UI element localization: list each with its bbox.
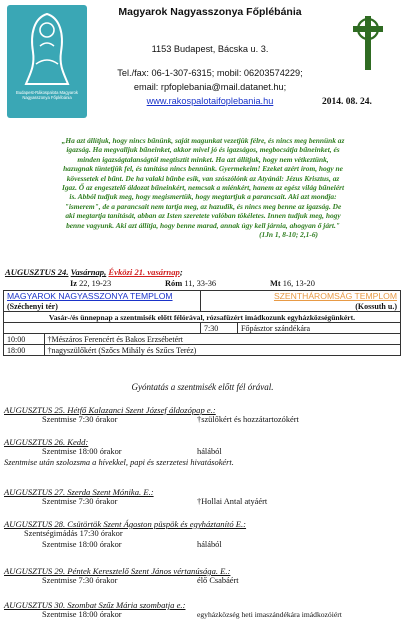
church-right-sub: (Kossuth u.) (355, 301, 397, 311)
mass-intention: egyházközség heti imaszándékára imádkozóiért (197, 610, 342, 619)
mass-time (4, 323, 45, 334)
rosary-note: Vasár-/és ünnepnap a szentmisék előtt félórával, rózsafüzért imádkozunk egyházközségünkért. (48, 312, 356, 322)
logo-text: Budapest-Rákospalota Magyarok Nagyasszonya Főplébánia (16, 90, 78, 100)
reading-book: Mt (270, 279, 281, 288)
sunday-heading (5, 267, 183, 277)
quote-line: igazság. Ha megvalljuk bűneinket, akkor mivel jó és igazságos, megbocsátja bűneinket, és (66, 145, 340, 155)
day-heading: AUGUSZTUS 27. Szerda Szent Mónika. E.: (4, 487, 154, 497)
reading-book: Róm (165, 279, 183, 288)
day-heading: AUGUSZTUS 30. Szombat Szűz Mária szombatja e.: (4, 600, 186, 610)
day-entry (4, 566, 239, 587)
reading-ref: 11, 33-36 (184, 279, 217, 288)
quote-line: is. Abból tudjuk meg, hogy megismertük, hogy megtartjuk a parancsait. Aki azt mondja: (69, 192, 337, 202)
mass-time: Szentmise 7:30 órakor (42, 576, 118, 585)
quote-line: minden igazságtalanságtól megtisztít minket. Ha azt állítjuk, hogy nem vétkeztünk, (77, 154, 329, 164)
mass-intention: †nagyszülőkért (Szőcs Mihály és Szűcs Teréz) (44, 345, 401, 356)
mass-time: Szentmise 18:00 órakor (42, 540, 122, 549)
day-heading: AUGUSZTUS 26. Kedd: (4, 437, 89, 447)
mass-intention: hálából (197, 447, 222, 456)
mass-time: 7:30 (201, 323, 238, 334)
mass-time: 10:00 (4, 334, 45, 345)
mass-time: Szentmise 7:30 órakor (42, 415, 118, 424)
mass-intention (44, 323, 201, 334)
mass-time: Szentmise 18:00 órakor (42, 447, 122, 456)
quote-line: „Ha azt állítjuk, hogy nincs bűnünk, saját magunkat vezetjük félre, és nincs meg bennünk az (61, 136, 345, 145)
church-left: MAGYAROK NAGYASSZONYA TEMPLOM (7, 291, 173, 301)
table-row (4, 345, 401, 356)
address: 1153 Budapest, Bácska u. 3. (151, 44, 269, 54)
reading-ref: 22, 19-23 (79, 279, 112, 288)
quote-line: hazugnak tüntetjük fel, és tanítása nincs bennünk. Gyermekeim! Ezeket azért írom, hogy ne (63, 164, 343, 174)
sunday-date: AUGUSZTUS 24. (5, 267, 69, 277)
sunday-day: Vasárnap, (70, 267, 107, 277)
reading-book: Iz (70, 279, 77, 288)
mass-intention: †Mészáros Ferencért és Bakos Erzsébetért (44, 334, 401, 345)
table-row (4, 323, 401, 334)
quote-line: "ismerem", de a parancsait nem tartja meg, az hazudik, és nincs meg benne az igazság. De (64, 201, 342, 211)
confession-note: Gyóntatás a szentmisék előtt fél órával. (131, 382, 274, 392)
day-heading: AUGUSZTUS 29. Péntek Keresztelő Szent János vértanúsága. E.: (4, 566, 231, 576)
bulletin-date: 2014. 08. 24. (322, 97, 372, 107)
cross-icon (350, 10, 386, 77)
mass-table (3, 290, 401, 356)
church-header-row (4, 291, 401, 302)
mass-intention: hálából (197, 540, 222, 549)
church-sub-row (4, 301, 401, 312)
church-left-sub: (Széchenyi tér) (7, 301, 58, 311)
parish-name: Magyarok Nagyasszonya Főplébánia (118, 6, 302, 18)
quote-line: kövessetek el bűnt. De ha valaki bűnbe esik, van szószólónk az Atyánál: Jézus Krisztus, az (66, 173, 340, 183)
day-entry (4, 405, 299, 426)
church-right: SZENTHÁROMSÁG TEMPLOM (273, 291, 397, 301)
website-link[interactable]: www.rakospalotaifoplebania.hu (146, 96, 274, 106)
church-note-row (4, 312, 401, 323)
quote-line: aki megtartja tanítását, abban az Isten szeretete valóban tökéletes. Innen tudjuk meg, hogy (65, 211, 341, 221)
quote-line: Igaz. Ő az engesztelő áldozat bűneinkért, nemcsak a miénkért, hanem az egész világ bűneiért (61, 183, 345, 193)
mass-intention: †szülőkért és hozzátartozókért (197, 415, 299, 424)
mass-time: Szentmise 7:30 órakor (42, 497, 118, 506)
reading-ref: 16, 13-20 (282, 279, 315, 288)
sunday-week: Évközi 21. vasárnap (108, 267, 180, 277)
mass-intention: élő Csabáért (197, 576, 239, 585)
table-row (4, 334, 401, 345)
email: email: rpfoplebania@mail.datanet.hu; (133, 82, 287, 92)
mass-intention: Főpásztor szándékára (238, 323, 401, 334)
phone: Tel./fax: 06-1-307-6315; mobil: 06203574229; (117, 68, 303, 78)
parish-logo (6, 4, 88, 119)
scripture-quote (8, 136, 398, 239)
day-heading: AUGUSZTUS 28. Csütörtök Szent Ágoston püspök és egyháztanító E.: (4, 519, 247, 529)
day-entry (4, 519, 246, 551)
day-heading: AUGUSZTUS 25. Hétfő Kalazanci Szent József áldozópap e.: (4, 405, 216, 415)
mass-time: 18:00 (4, 345, 45, 356)
day-note: Szentmise után szolozsma a hívekkel, papi és szerzetesi hivatásokért. (4, 458, 234, 467)
day-entry (4, 600, 342, 621)
mass-time: Szentmise 18:00 órakor (42, 610, 122, 619)
mass-intention: †Hollai Antal atyáért (197, 497, 268, 506)
day-entry (4, 437, 234, 467)
day-entry (4, 487, 268, 508)
adoration-time: Szentségimádás 17:30 órakor (24, 529, 123, 538)
quote-line: benne vagyunk. Aki azt állítja, hogy benne marad, annak úgy kell járnia, ahogyan ő járt." (66, 220, 340, 230)
quote-reference: (1Jn 1, 8-10; 2,1-6) (259, 230, 318, 240)
sunday-semicolon: ; (179, 267, 183, 277)
